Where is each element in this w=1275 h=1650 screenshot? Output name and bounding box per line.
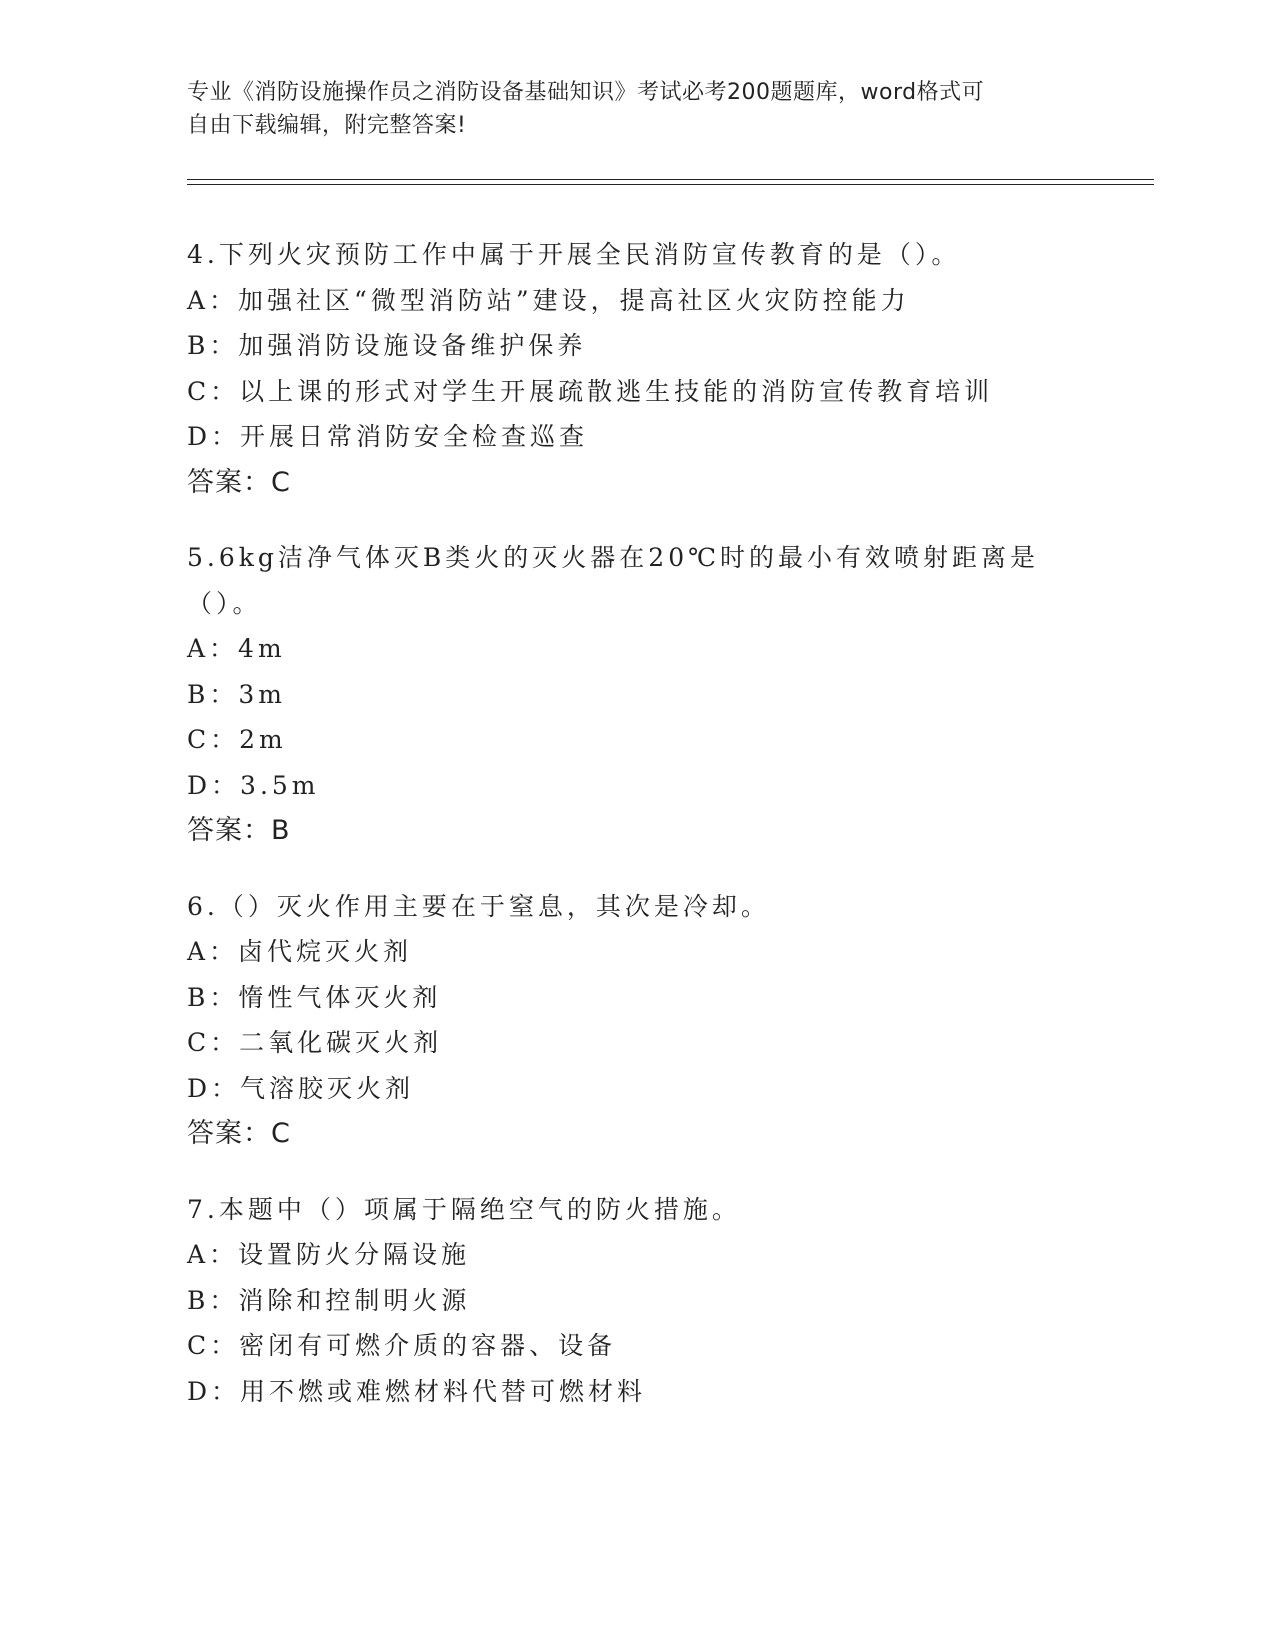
question-stem: 6.（）灭火作用主要在于窒息，其次是冷却。 bbox=[187, 891, 770, 921]
header-line-1: 专业《消防设施操作员之消防设备基础知识》考试必考200题题库，word格式可 bbox=[187, 80, 985, 105]
option-b: B：消除和控制明火源 bbox=[187, 1285, 471, 1315]
option-b: B：加强消防设施设备维护保养 bbox=[187, 331, 587, 360]
question-stem: 7.本题中（）项属于隔绝空气的防火措施。 bbox=[187, 1194, 741, 1224]
option-c: C：密闭有可燃介质的容器、设备 bbox=[187, 1331, 617, 1360]
document-header bbox=[187, 76, 1077, 142]
answer-label: 答案：C bbox=[187, 1118, 291, 1149]
option-d: D：气溶胶灭火剂 bbox=[187, 1073, 415, 1103]
option-d: D：3.5m bbox=[187, 770, 320, 800]
answer-label: 答案：C bbox=[187, 466, 291, 498]
header-line-2: 自由下载编辑，附完整答案! bbox=[187, 113, 467, 138]
header-divider-bottom bbox=[187, 184, 1154, 185]
question-7 bbox=[187, 1187, 1087, 1415]
header-divider-top bbox=[187, 179, 1154, 180]
question-4 bbox=[187, 232, 1087, 505]
option-c: C：以上课的形式对学生开展疏散逃生技能的消防宣传教育培训 bbox=[187, 376, 994, 406]
option-a: A：设置防火分隔设施 bbox=[187, 1240, 471, 1269]
answer-label: 答案：B bbox=[187, 815, 291, 846]
option-a: A：卤代烷灭火剂 bbox=[187, 937, 413, 966]
option-a: A：加强社区“微型消防站”建设，提高社区火灾防控能力 bbox=[187, 285, 910, 315]
option-c: C：2m bbox=[187, 725, 287, 754]
option-d: D：开展日常消防安全检查巡查 bbox=[187, 422, 589, 451]
question-stem: 5.6kg洁净气体灭B类火的灭火器在20℃时的最小有效喷射距离是（）。 bbox=[187, 543, 1040, 618]
option-b: B：3m bbox=[187, 679, 286, 709]
question-stem: 4.下列火灾预防工作中属于开展全民消防宣传教育的是（）。 bbox=[187, 240, 961, 269]
question-5 bbox=[187, 535, 1087, 854]
option-a: A：4m bbox=[187, 634, 286, 663]
option-c: C：二氧化碳灭火剂 bbox=[187, 1028, 443, 1057]
option-b: B：惰性气体灭火剂 bbox=[187, 982, 442, 1012]
option-d: D：用不燃或难燃材料代替可燃材料 bbox=[187, 1376, 647, 1406]
question-6 bbox=[187, 884, 1087, 1157]
question-list bbox=[187, 232, 1087, 1444]
